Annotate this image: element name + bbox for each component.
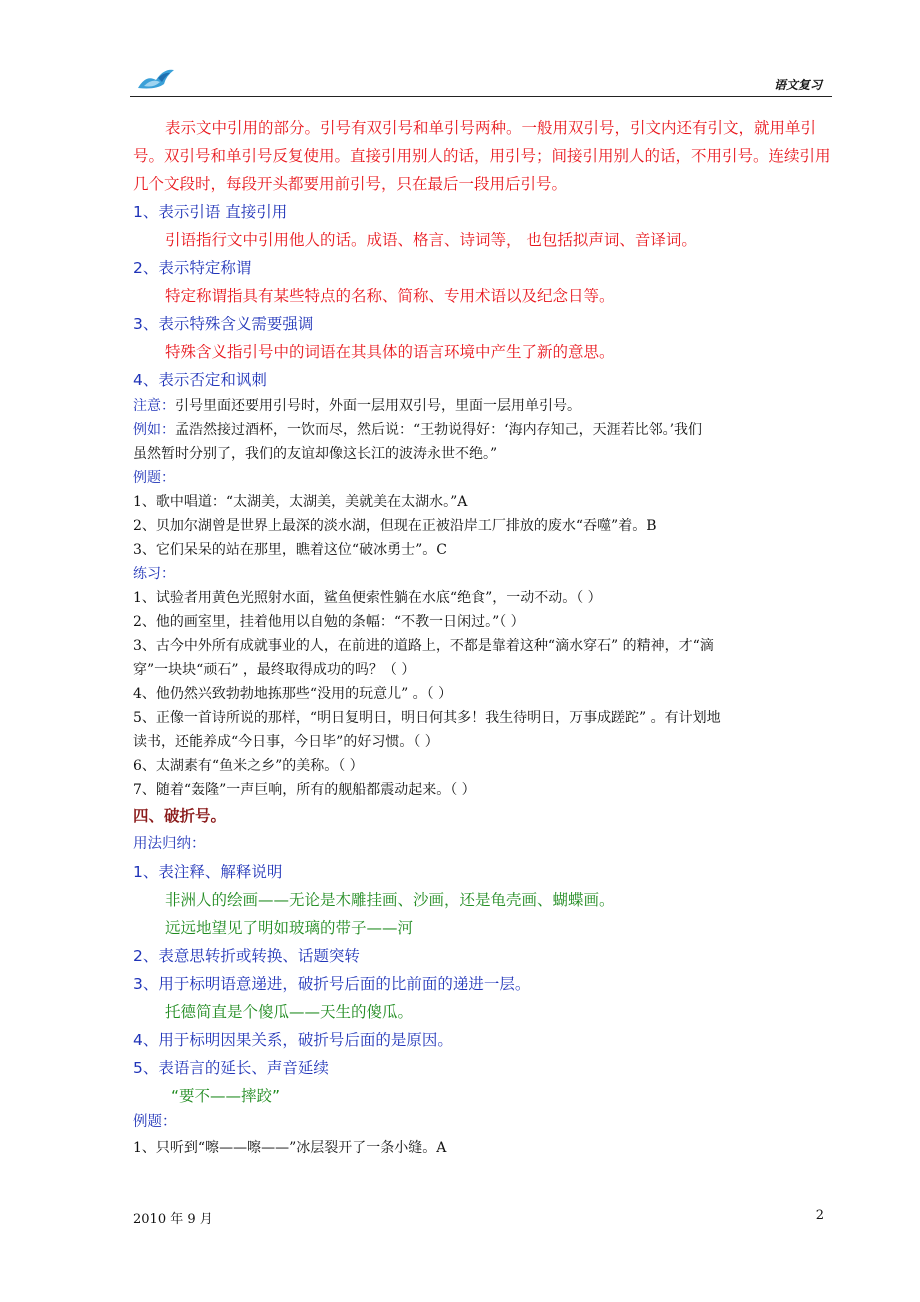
section-example-question: 1、只听到“嚓——嚓——”冰层裂开了一条小缝。A — [133, 1140, 447, 1156]
note-text: 引号里面还要用引号时，外面一层用双引号，里面一层用单引号。 — [175, 398, 581, 414]
practice-question: 5、正像一首诗所说的那样，“明日复明日，明日何其多！我生待明日，万事成蹉跎” 。有计划地 — [133, 710, 721, 726]
dash-use-heading: 1、表注释、解释说明 — [133, 863, 283, 881]
dash-use-heading: 4、用于标明因果关系，破折号后面的是原因。 — [133, 1031, 453, 1049]
dash-use-heading: 3、用于标明语意递进，破折号后面的比前面的递进一层。 — [133, 975, 531, 993]
intro-paragraph — [133, 114, 833, 198]
section-title: 四、破折号。 — [133, 807, 227, 825]
usage-label: 用法归纳： — [133, 836, 206, 852]
practice-question-continued: 穿”一块块“顽石” ，最终取得成功的吗？（ ） — [133, 662, 416, 678]
page-number: 2 — [815, 1208, 824, 1223]
note-line — [133, 394, 833, 418]
quote-use-heading: 2、表示特定称谓 — [133, 259, 252, 277]
example-line — [133, 418, 833, 442]
dash-use-example: “要不——摔跤” — [171, 1087, 281, 1105]
dash-use-example: 非洲人的绘画——无论是木雕挂画、沙画，还是龟壳画、蝴蝶画。 — [165, 891, 615, 909]
practice-question: 2、他的画室里，挂着他用以自勉的条幅：“不教一日闲过。”（ ） — [133, 614, 525, 630]
practice-question: 3、古今中外所有成就事业的人，在前进的道路上，不都是靠着这种“滴水穿石” 的精神，才“滴 — [133, 638, 714, 654]
dash-use-example: 远远地望见了明如玻璃的带子——河 — [165, 919, 414, 937]
quote-use-heading: 3、表示特殊含义需要强调 — [133, 315, 314, 333]
intro-line: 引号。连续引用几个文段时，每段开头都要用前引号，只在最后一段用后引号。 — [133, 147, 831, 193]
dash-use-example: 托德简直是个傻瓜——天生的傻瓜。 — [165, 1003, 414, 1021]
example-question: 2、贝加尔湖曾是世界上最深的淡水湖，但现在正被沿岸工厂排放的废水“吞噬”着。B — [133, 518, 657, 534]
quote-use-heading: 1、表示引语 直接引用 — [133, 203, 288, 221]
note-label: 注意： — [133, 398, 175, 414]
main-content — [133, 114, 833, 1162]
examples-label: 例题： — [133, 470, 175, 486]
quote-use-detail: 特定称谓指具有某些特点的名称、简称、专用术语以及纪念日等。 — [165, 287, 615, 305]
practice-question: 6、太湖素有“鱼米之乡”的美称。（ ） — [133, 758, 364, 774]
practice-question-continued: 读书，还能养成“今日事，今日毕”的好习惯。（ ） — [133, 734, 439, 750]
dash-use-heading: 5、表语言的延长、声音延续 — [133, 1059, 329, 1077]
bird-logo-icon — [134, 64, 178, 94]
dash-use-heading: 2、表意思转折或转换、话题突转 — [133, 947, 360, 965]
section-examples-label: 例题： — [133, 1114, 177, 1130]
header-title: 语文复习 — [773, 78, 822, 92]
quote-use-heading: 4、表示否定和讽刺 — [133, 371, 267, 389]
practice-label: 练习： — [133, 566, 175, 582]
example-label: 例如： — [133, 422, 175, 438]
example-line-continued: 虽然暂时分别了，我们的友谊却像这长江的波涛永世不绝。” — [133, 446, 498, 462]
practice-question: 7、随着“轰隆”一声巨响，所有的舰船都震动起来。（ ） — [133, 782, 476, 798]
example-text: 孟浩然接过酒杯，一饮而尽，然后说：“王勃说得好：‘海内存知己，天涯若比邻。’我们 — [175, 422, 703, 438]
example-question: 1、歌中唱道：“太湖美，太湖美，美就美在太湖水。”A — [133, 494, 468, 510]
quote-use-detail: 特殊含义指引号中的词语在其具体的语言环境中产生了新的意思。 — [165, 343, 615, 361]
practice-question: 1、试验者用黄色光照射水面，鲨鱼便索性躺在水底“绝食”，一动不动。（ ） — [133, 590, 602, 606]
intro-line: 用单引号。双引号和单引号反复使用。直接引用别人的话，用引号；间接引用别人的话，不用 — [133, 119, 817, 165]
example-question: 3、它们呆呆的站在那里，瞧着这位“破冰勇士”。C — [133, 542, 447, 558]
practice-question: 4、他仍然兴致勃勃地拣那些“没用的玩意儿” 。（ ） — [133, 686, 453, 702]
quote-use-detail: 引语指行文中引用他人的话。成语、格言、诗词等， 也包括拟声词、音译词。 — [165, 231, 697, 249]
footer-date: 2010 年 9 月 — [133, 1212, 213, 1227]
page-header — [130, 64, 832, 97]
intro-line: 表示文中引用的部分。引号有双引号和单引号两种。一般用双引号，引文内还有引文，就 — [165, 119, 770, 137]
